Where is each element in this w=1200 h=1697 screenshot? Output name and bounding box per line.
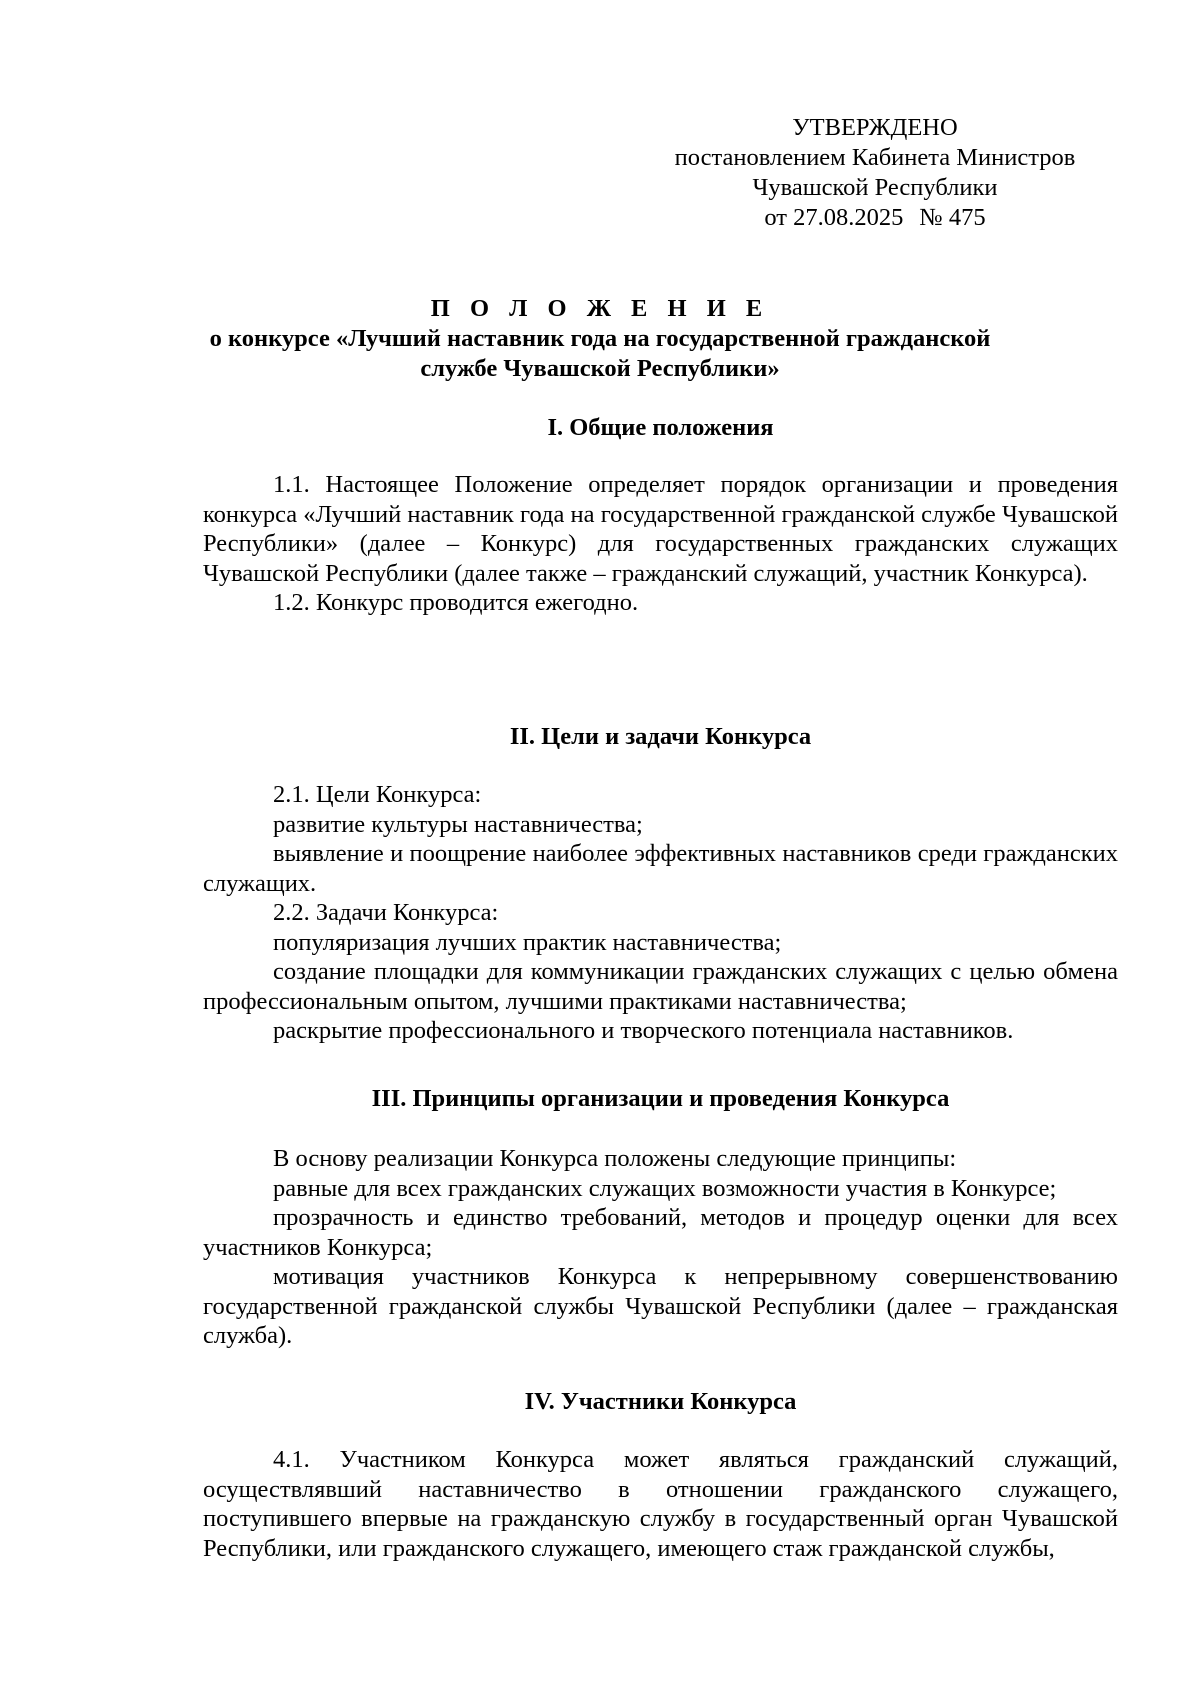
section-heading-4: IV. Участники Конкурса — [524, 1388, 797, 1415]
paragraph-3-principle-1: равные для всех гражданских служащих возможности участия в Конкурсе; — [273, 1174, 1057, 1202]
title-subtitle-line2: службе Чувашской Республики» — [420, 355, 780, 382]
section-2-body — [203, 780, 1118, 1046]
paragraph-2-goal-2: выявление и поощрение наиболее эффективных наставников среди гражданских служащих. — [203, 840, 1118, 897]
paragraph-3-principle-3: мотивация участников Конкурса к непрерывному совершенствованию государственной гражданской службы Чувашской Республики (далее – гражданская служба). — [203, 1263, 1118, 1349]
approval-date-number — [650, 203, 1100, 233]
approval-stamp — [650, 113, 1100, 233]
paragraph-3-intro: В основу реализации Конкурса положены следующие принципы: — [273, 1145, 957, 1172]
paragraph-2-task-3: раскрытие профессионального и творческого потенциала наставников. — [273, 1017, 1014, 1044]
paragraph-2-2: 2.2. Задачи Конкурса: — [273, 899, 499, 926]
section-3-body — [203, 1144, 1118, 1351]
paragraph-2-1: 2.1. Цели Конкурса: — [273, 781, 482, 808]
section-heading-2: II. Цели и задачи Конкурса — [509, 723, 812, 750]
approval-republic: Чувашской Республики — [752, 174, 998, 201]
paragraph-3-principle-2: прозрачность и единство требований, методов и процедур оценки для всех участников Конкурса; — [203, 1204, 1118, 1261]
section-4-body — [203, 1445, 1118, 1563]
paragraph-4-1: 4.1. Участником Конкурса может являться гражданский служащий, осуществлявший наставничество в отношении гражданского служащего, поступившего впервые на гражданскую службу в государственный орган Чувашской Республики, или гражданского служащего, имеющего стаж гражданской службы, — [203, 1446, 1118, 1562]
section-heading-3: III. Принципы организации и проведения Конкурса — [371, 1085, 950, 1112]
paragraph-2-task-1: популяризация лучших практик наставничества; — [273, 928, 782, 956]
approval-date: от 27.08.2025 — [764, 204, 904, 231]
paragraph-2-task-2: создание площадки для коммуникации гражданских служащих с целью обмена профессиональным опытом, лучшими практиками наставничества; — [203, 958, 1118, 1015]
approval-issuer: постановлением Кабинета Министров — [674, 144, 1076, 171]
title-subtitle-line1: о конкурсе «Лучший наставник года на государственной гражданской — [209, 325, 991, 352]
section-1-body — [203, 470, 1118, 618]
section-heading-1: I. Общие положения — [547, 414, 774, 441]
approval-title: УТВЕРЖДЕНО — [792, 114, 958, 141]
title-main: П О Л О Ж Е Н И Е — [430, 295, 770, 322]
paragraph-1-2: 1.2. Конкурс проводится ежегодно. — [273, 589, 639, 616]
document-title — [150, 294, 1050, 384]
paragraph-2-goal-1: развитие культуры наставничества; — [273, 810, 643, 838]
paragraph-1-1: 1.1. Настоящее Положение определяет порядок организации и проведения конкурса «Лучший наставник года на государственной гражданской службе Чувашской Республики» (далее – Конкурс) для государственных гражданских служащих Чувашской Республики (далее также – гражданский служащий, участник Конкурса). — [203, 471, 1118, 587]
approval-number: № 475 — [919, 204, 986, 231]
